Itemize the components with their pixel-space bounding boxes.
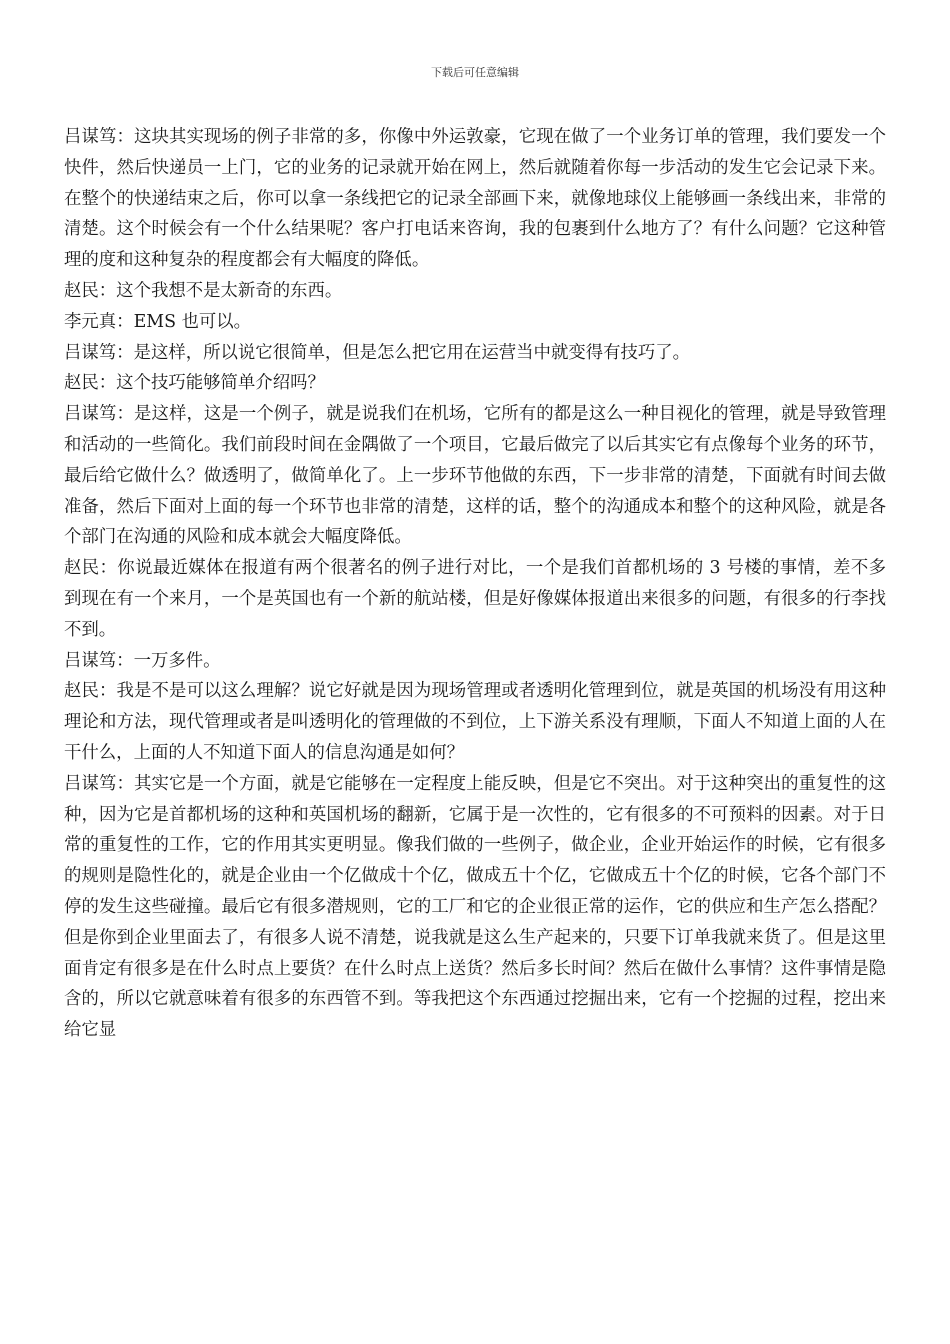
dialogue-paragraph: 赵民：你说最近媒体在报道有两个很著名的例子进行对比，一个是我们首都机场的 3 号楼的事情，差不多到现在有一个来月，一个是英国也有一个新的航站楼，但是好像媒体报道出来很多的问题，有很多的行李找不到。 — [64, 558, 886, 640]
dialogue-paragraph: 吕谋笃：是这样，这是一个例子，就是说我们在机场，它所有的都是这么一种目视化的管理，就是导致管理和活动的一些简化。我们前段时间在金隅做了一个项目，它最后做完了以后其实它有点像每个业务的环节，最后给它做什么？做透明了，做简单化了。上一步环节他做的东西，下一步非常的清楚，下面就有时间去做准备，然后下面对上面的每一个环节也非常的清楚，这样的话，整个的沟通成本和整个的这种风险，就是各个部门在沟通的风险和成本就会大幅度降低。 — [64, 404, 886, 548]
dialogue-paragraph: 吕谋笃：一万多件。 — [64, 650, 221, 671]
dialogue-paragraph: 赵民：这个技巧能够简单介绍吗？ — [64, 373, 325, 394]
dialogue-paragraph: 吕谋笃：是这样，所以说它很简单，但是怎么把它用在运营当中就变得有技巧了。 — [64, 342, 691, 363]
dialogue-paragraph: 吕谋笃：这块其实现场的例子非常的多，你像中外运敦豪，它现在做了一个业务订单的管理，我们要发一个快件，然后快递员一上门，它的业务的记录就开始在网上，然后就随着你每一步活动的发生它会记录下来。在整个的快递结束之后，你可以拿一条线把它的记录全部画下来，就像地球仪上能够画一条线出来，非常的清楚。这个时候会有一个什么结果呢？客户打电话来咨询，我的包裹到什么地方了？有什么问题？它这种管理的度和这种复杂的程度都会有大幅度的降低。 — [64, 127, 886, 271]
dialogue-paragraph: 李元真：EMS 也可以。 — [64, 311, 252, 332]
dialogue-paragraph: 吕谋笃：其实它是一个方面，就是它能够在一定程度上能反映，但是它不突出。对于这种突出的重复性的这种，因为它是首都机场的这种和英国机场的翻新，它属于是一次性的，它有很多的不可预料的因素。对于日常的重复性的工作，它的作用其实更明显。像我们做的一些例子，做企业，企业开始运作的时候，它有很多的规则是隐性化的，就是企业由一个亿做成十个亿，做成五十个亿，它做成五十个亿的时候，它各个部门不停的发生这些碰撞。最后它有很多潜规则，它的工厂和它的企业很正常的运作，它的供应和生产怎么搭配？但是你到企业里面去了，有很多人说不清楚，说我就是这么生产起来的，只要下订单我就来货了。但是这里面肯定有很多是在什么时点上要货？在什么时点上送货？然后多长时间？然后在做什么事情？这件事情是隐含的，所以它就意味着有很多的东西管不到。等我把这个东西通过挖掘出来，它有一个挖掘的过程，挖出来给它显 — [64, 773, 886, 1041]
dialogue-paragraph: 赵民：我是不是可以这么理解？说它好就是因为现场管理或者透明化管理到位，就是英国的机场没有用这种理论和方法，现代管理或者是叫透明化的管理做的不到位，上下游关系没有理顺，下面人不知道上面的人在干什么，上面的人不知道下面人的信息沟通是如何？ — [64, 681, 886, 763]
dialogue-paragraph: 赵民：这个我想不是太新奇的东西。 — [64, 280, 343, 301]
page-header-note: 下载后可任意编辑 — [431, 66, 519, 79]
document-body — [64, 122, 886, 1046]
